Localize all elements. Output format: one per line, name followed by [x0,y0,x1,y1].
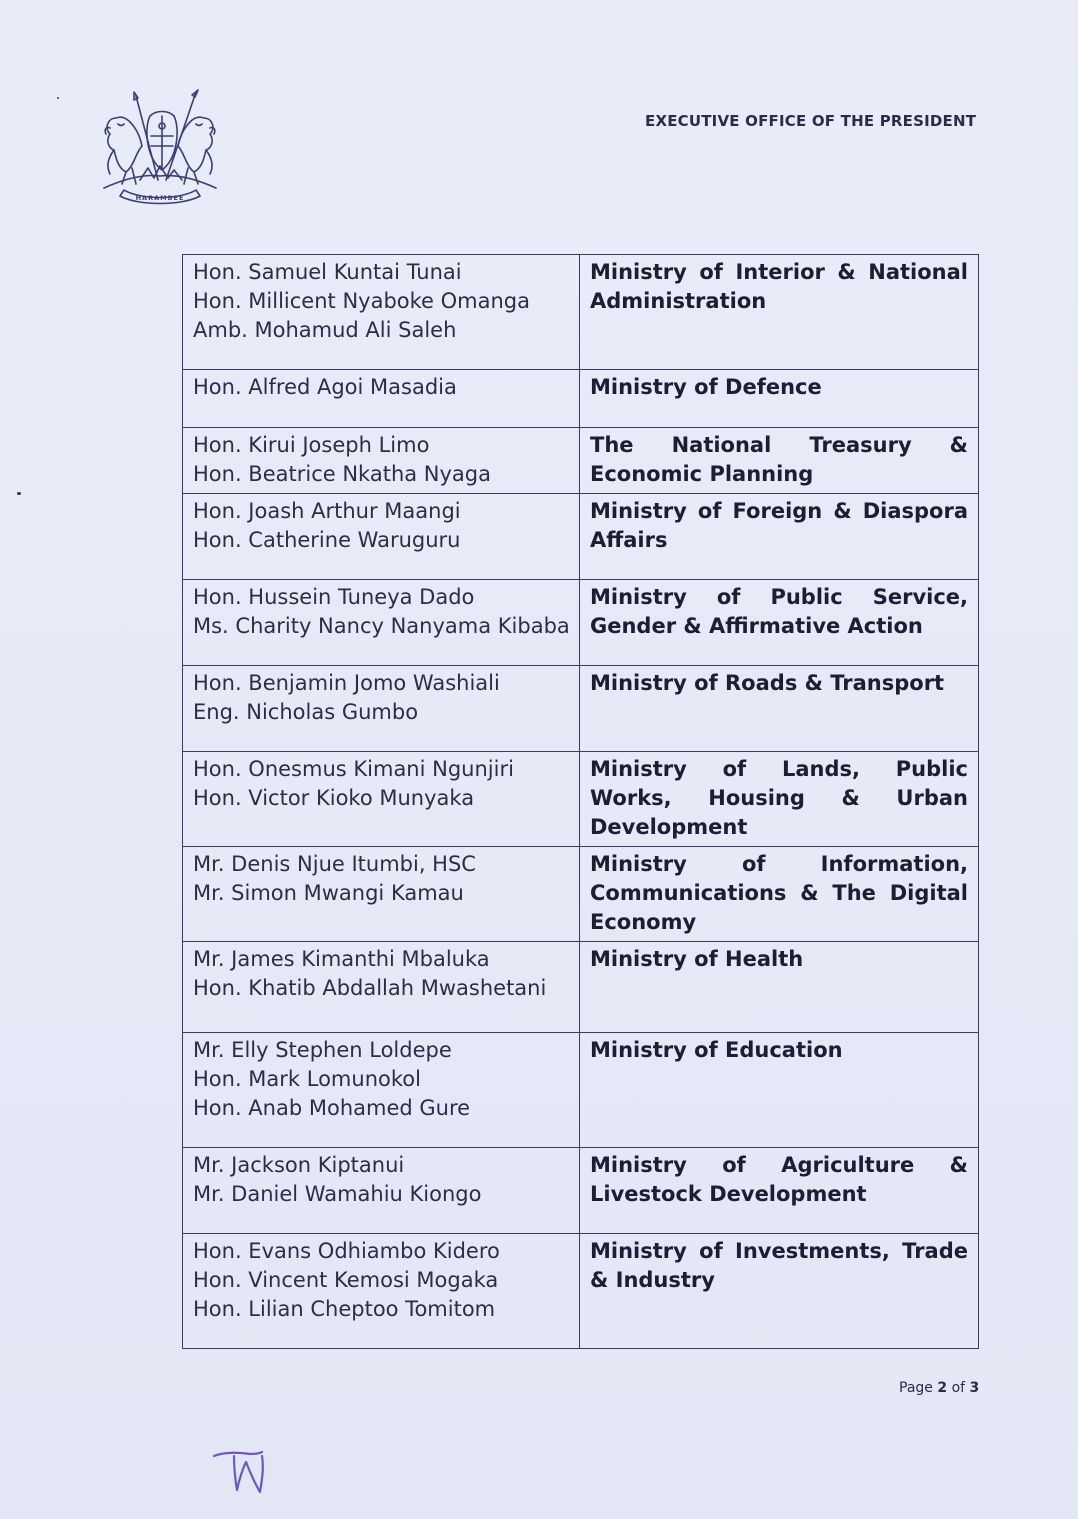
appointments-table-body [183,255,979,1349]
appointee-names-cell [183,752,580,847]
scan-speck [57,97,59,99]
ministry-cell: The National Treasury & Economic Planning [580,428,979,494]
appointee-names-cell [183,580,580,666]
ministry-cell: Ministry of Public Service, Gender & Affirmative Action [580,580,979,666]
appointment-row [183,428,979,494]
appointee-name: Hon. Alfred Agoi Masadia [193,375,457,399]
page-prefix: Page [899,1380,933,1396]
appointment-row [183,255,979,370]
appointee-names-cell [183,847,580,942]
appointment-row [183,494,979,580]
ministry-cell: Ministry of Education [580,1033,979,1148]
ministry-cell: Ministry of Agriculture & Livestock Development [580,1148,979,1234]
appointee-name: Mr. Daniel Wamahiu Kiongo [193,1182,482,1206]
ministry-cell: Ministry of Defence [580,370,979,428]
appointee-name: Hon. Benjamin Jomo Washiali [193,671,500,695]
appointee-names-cell [183,1033,580,1148]
appointee-name: Hon. Onesmus Kimani Ngunjiri [193,757,514,781]
appointee-name: Mr. Denis Njue Itumbi, HSC [193,852,476,876]
handwritten-initials [210,1448,274,1498]
page-number [899,1380,979,1396]
appointment-row [183,752,979,847]
ministry-cell: Ministry of Information, Communications & The Digital Economy [580,847,979,942]
office-title: EXECUTIVE OFFICE OF THE PRESIDENT [645,112,977,130]
ministry-cell: Ministry of Lands, Public Works, Housing & Urban Development [580,752,979,847]
appointment-row [183,942,979,1033]
appointments-table [182,254,979,1349]
appointee-name: Hon. Vincent Kemosi Mogaka [193,1268,499,1292]
page-total: 3 [969,1380,980,1396]
appointee-names-cell [183,1234,580,1349]
ministry-cell: Ministry of Roads & Transport [580,666,979,752]
appointee-name: Hon. Khatib Abdallah Mwashetani [193,976,547,1000]
appointee-name: Hon. Millicent Nyaboke Omanga [193,289,530,313]
appointee-name: Hon. Victor Kioko Munyaka [193,786,475,810]
appointee-name: Hon. Beatrice Nkatha Nyaga [193,462,491,486]
appointee-name: Mr. Elly Stephen Loldepe [193,1038,452,1062]
appointee-names-cell [183,1148,580,1234]
appointment-row [183,1148,979,1234]
appointee-name: Hon. Joash Arthur Maangi [193,499,461,523]
appointee-name: Mr. James Kimanthi Mbaluka [193,947,490,971]
appointee-name: Hon. Samuel Kuntai Tunai [193,260,462,284]
appointee-name: Hon. Mark Lomunokol [193,1067,421,1091]
appointment-row [183,1234,979,1349]
ministry-cell: Ministry of Foreign & Diaspora Affairs [580,494,979,580]
page-current: 2 [937,1380,948,1396]
appointee-name: Hon. Lilian Cheptoo Tomitom [193,1297,496,1321]
appointee-name: Mr. Simon Mwangi Kamau [193,881,464,905]
appointee-name: Eng. Nicholas Gumbo [193,700,419,724]
appointee-names-cell [183,255,580,370]
appointee-name: Ms. Charity Nancy Nanyama Kibaba [193,614,570,638]
ministry-cell: Ministry of Interior & National Administration [580,255,979,370]
appointee-name: Hon. Kirui Joseph Limo [193,433,430,457]
appointment-row [183,666,979,752]
appointee-name: Hon. Evans Odhiambo Kidero [193,1239,500,1263]
page-of: of [951,1380,966,1396]
appointee-names-cell [183,942,580,1033]
appointee-name: Hon. Hussein Tuneya Dado [193,585,475,609]
appointment-row [183,370,979,428]
appointee-names-cell [183,370,580,428]
appointment-row [183,1033,979,1148]
appointee-names-cell [183,666,580,752]
emblem-motto: HARAMBEE [135,194,185,202]
appointment-row [183,580,979,666]
appointee-names-cell [183,428,580,494]
appointee-name: Mr. Jackson Kiptanui [193,1153,405,1177]
appointee-name: Hon. Catherine Waruguru [193,528,461,552]
coat-of-arms-emblem [96,88,224,206]
scan-speck [17,492,21,495]
appointee-name: Amb. Mohamud Ali Saleh [193,318,457,342]
appointee-name: Hon. Anab Mohamed Gure [193,1096,471,1120]
ministry-cell: Ministry of Health [580,942,979,1033]
appointee-names-cell [183,494,580,580]
appointment-row [183,847,979,942]
ministry-cell: Ministry of Investments, Trade & Industry [580,1234,979,1349]
